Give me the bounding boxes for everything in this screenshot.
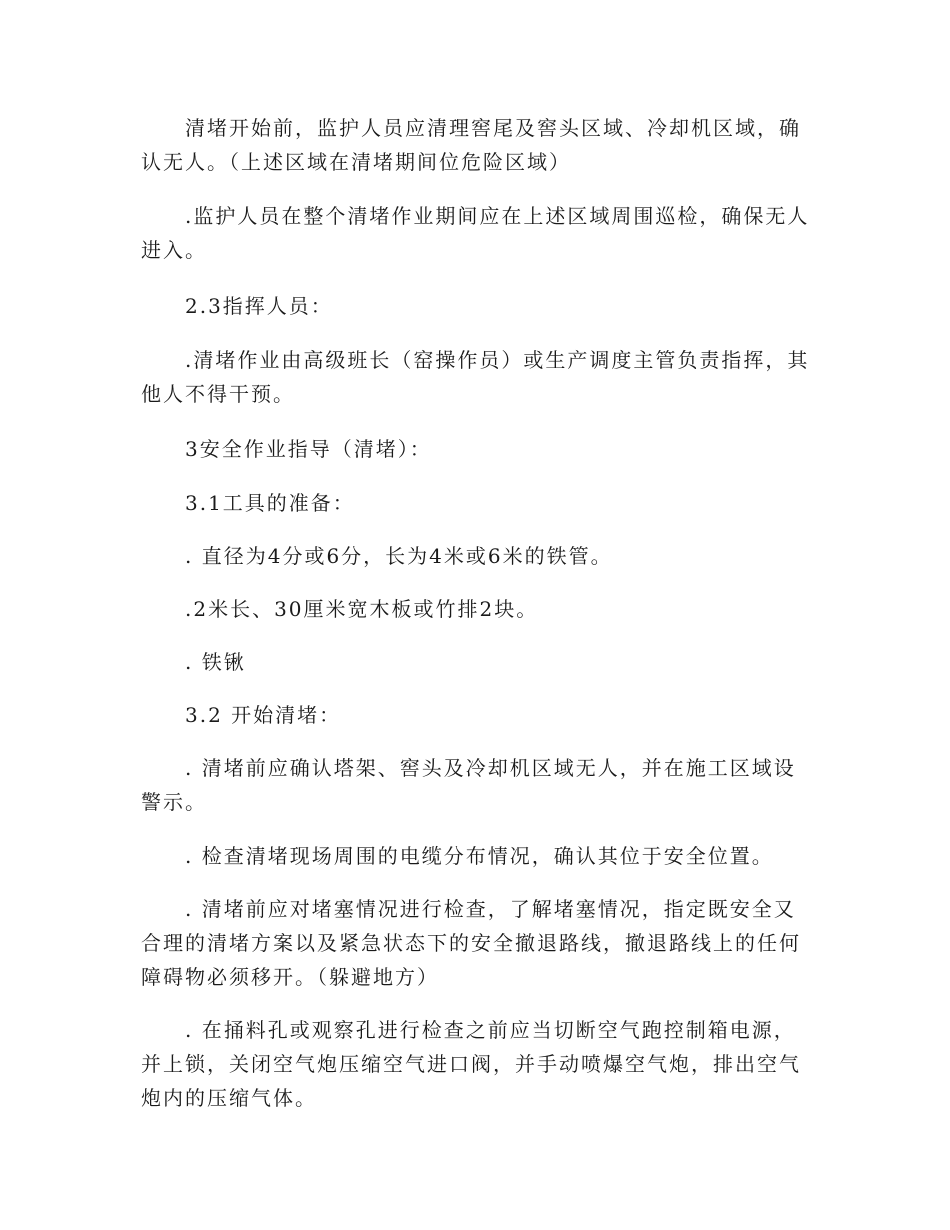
section-heading-3-2: 3.2 开始清堵： [185,703,342,727]
paragraph-check-cables: . 检查清堵现场周围的电缆分布情况，确认其位于安全位置。 [185,844,774,868]
section-heading-2-3: 2.3指挥人员： [185,294,333,318]
list-item-iron-pipe: . 直径为4分或6分，长为4米或6米的铁管。 [185,544,613,568]
paragraph-confirm-area: . 清堵前应确认塔架、窖头及冷却机区域无人，并在施工区域设警示。 [141,756,796,814]
paragraph-command: .清堵作业由高级班长（窑操作员）或生产调度主管负责指挥，其他人不得干预。 [141,348,810,406]
section-heading-3: 3安全作业指导（清堵）： [185,437,432,461]
section-heading-3-1: 3.1工具的准备： [185,491,355,515]
paragraph-inspect-blockage: . 清堵前应对堵塞情况进行检查，了解堵塞情况，指定既安全又合理的清堵方案以及紧急状态下的安全撤退路线，撤退路线上的任何障碍物必须移开。（躲避地方） [141,897,801,989]
paragraph-air-cannon: . 在捅料孔或观察孔进行检查之前应当切断空气跑控制箱电源，并上锁，关闭空气炮压缩空气进口阀，并手动喷爆空气炮，排出空气炮内的压缩气体。 [141,1018,801,1110]
paragraph-monitor-patrol: .监护人员在整个清堵作业期间应在上述区域周围巡检，确保无人进入。 [141,204,810,262]
paragraph-clearing-start: 清堵开始前，监护人员应清理窖尾及窖头区域、冷却机区域，确认无人。（上述区域在清堵期间位危险区域） [141,116,801,174]
list-item-shovel: . 铁锹 [185,650,246,674]
list-item-wood-board: .2米长、30厘米宽木板或竹排2块。 [185,597,539,621]
